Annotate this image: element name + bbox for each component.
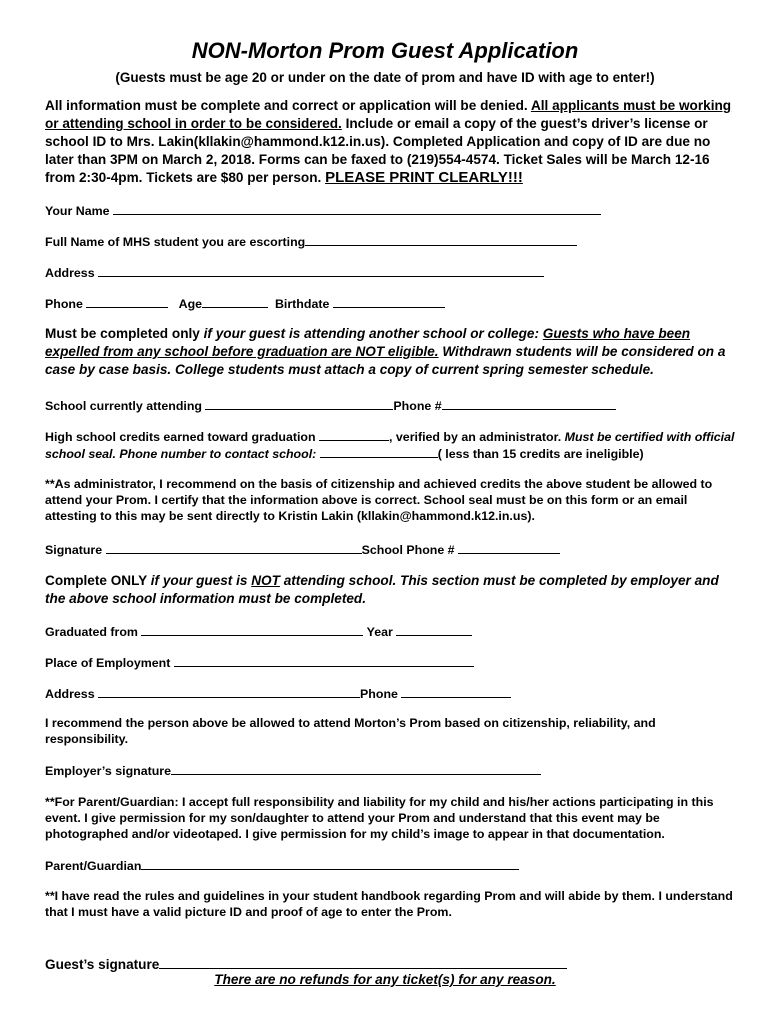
employer-section-details: attending school. This section must be completed by employer and the above school information must be completed. [45, 573, 719, 606]
student-escorting-label: Full Name of MHS student you are escorting [45, 235, 306, 249]
employer-address-row [45, 685, 511, 701]
phone-age-birthdate-row [45, 295, 445, 311]
intro-text-2: Include or email a copy of the guest’s driver’s license or school ID to Mrs. Lakin(kllakin@hammond.k12.in.us). Completed Application and copy of ID are due no later than 3PM on March 2, 2018. Forms can be faxed to (219)554-4574. Ticket Sales will be March 12-16 from 2:30-4pm. Tickets are $80 per person. [45, 116, 711, 185]
employer-phone-field[interactable] [401, 685, 511, 698]
school-attending-row [45, 397, 616, 413]
graduated-from-row [45, 623, 472, 639]
birthdate-label: Birthdate [274, 297, 330, 311]
address-row [45, 264, 544, 280]
school-section-details: Withdrawn students will be considered on a case by case basis. College students must attach a copy of current spring semester schedule. [45, 344, 726, 377]
school-phone-label: School Phone # [361, 543, 455, 557]
school-attending-label: School currently attending [45, 399, 202, 413]
guest-signature-label: Guest’s signature [45, 957, 160, 972]
address-field[interactable] [98, 264, 544, 277]
credits-paragraph [45, 428, 735, 462]
birthdate-field[interactable] [333, 295, 445, 308]
school-phone-field[interactable] [458, 541, 560, 554]
your-name-label: Your Name [45, 204, 110, 218]
your-name-row [45, 202, 601, 218]
school-section-condition: if your guest is attending another school or college: [203, 326, 543, 341]
place-of-employment-row [45, 654, 474, 670]
age-label: Age [178, 297, 203, 311]
school-phone-hash-label: Phone # [393, 399, 442, 413]
age-field[interactable] [202, 295, 268, 308]
guest-signature-field[interactable] [159, 956, 567, 969]
parent-guardian-label: Parent/Guardian [45, 859, 142, 873]
admin-signature-row [45, 541, 560, 557]
employer-address-label: Address [45, 687, 95, 701]
less-than-credits-note: ( less than 15 credits are ineligible) [437, 447, 644, 461]
employer-signature-label: Employer’s signature [45, 764, 172, 778]
parent-guardian-signature-field[interactable] [141, 857, 519, 870]
admin-signature-field[interactable] [106, 541, 362, 554]
employer-section-intro [45, 572, 735, 608]
place-of-employment-label: Place of Employment [45, 656, 171, 670]
guest-signature-row [45, 956, 567, 972]
contact-school-phone-field[interactable] [320, 445, 438, 458]
school-section-lead: Must be completed only [45, 326, 204, 341]
signature-label: Signature [45, 543, 103, 557]
intro-requirement: All applicants must be working or attending school in order to be considered. [45, 98, 732, 131]
school-attending-field[interactable] [205, 397, 393, 410]
expelled-notice: Guests who have been expelled from any school before graduation are NOT eligible. [45, 326, 691, 359]
parent-guardian-statement: **For Parent/Guardian: I accept full responsibility and liability for my child and his/her actions participating in this event. I give permission for my son/daughter to attend your Prom and understand that this event may be photographed and/or videotaped. I give permission for my child’s image to appear in that documentation. [45, 795, 714, 841]
intro-text-1: All information must be complete and correct or application will be denied. [45, 98, 531, 113]
phone-field[interactable] [86, 295, 168, 308]
student-escorting-field[interactable] [305, 233, 577, 246]
intro-paragraph [45, 97, 735, 187]
print-clearly-notice: PLEASE PRINT CLEARLY!!! [325, 169, 523, 186]
guest-rules-statement: **I have read the rules and guidelines in your student handbook regarding Prom and will abide by them. I understand that I must have a valid picture ID and proof of age to enter the Prom. [45, 889, 733, 919]
credits-label: High school credits earned toward graduation [45, 430, 316, 444]
place-of-employment-field[interactable] [174, 654, 474, 667]
no-refunds-notice: There are no refunds for any ticket(s) for any reason. [214, 972, 556, 987]
verified-text: , verified by an administrator. [389, 430, 565, 444]
parent-guardian-row [45, 857, 519, 873]
employer-section-not: NOT [251, 573, 280, 588]
your-name-field[interactable] [113, 202, 601, 215]
school-section-intro [45, 325, 735, 379]
admin-statement: **As administrator, I recommend on the basis of citizenship and achieved credits the above student be allowed to attend your Prom. I certify that the information above is correct. School seal must be on this form or an email attesting to this may be sent directly to Kristin Lakin (kllakin@hammond.k12.in.us). [45, 477, 713, 523]
employer-address-field[interactable] [98, 685, 360, 698]
employer-phone-label: Phone [360, 687, 398, 701]
school-phone-hash-field[interactable] [442, 397, 616, 410]
employer-section-lead: Complete ONLY [45, 573, 151, 588]
year-field[interactable] [396, 623, 472, 636]
age-requirement-note: (Guests must be age 20 or under on the date of prom and have ID with age to enter!) [115, 70, 655, 85]
year-label: Year [366, 625, 393, 639]
graduated-from-field[interactable] [141, 623, 363, 636]
employer-section-condition: if your guest is [150, 573, 252, 588]
employer-signature-field[interactable] [171, 762, 541, 775]
student-escorting-row [45, 233, 577, 249]
employer-recommendation: I recommend the person above be allowed to attend Morton’s Prom based on citizenship, reliability, and responsibility. [45, 716, 656, 746]
employer-signature-row [45, 762, 541, 778]
phone-label: Phone [45, 297, 83, 311]
credits-field[interactable] [319, 428, 389, 441]
form-title: NON-Morton Prom Guest Application [191, 38, 579, 63]
graduated-from-label: Graduated from [45, 625, 138, 639]
certified-text: Must be certified with official school seal. Phone number to contact school: [45, 430, 735, 461]
address-label: Address [45, 266, 95, 280]
